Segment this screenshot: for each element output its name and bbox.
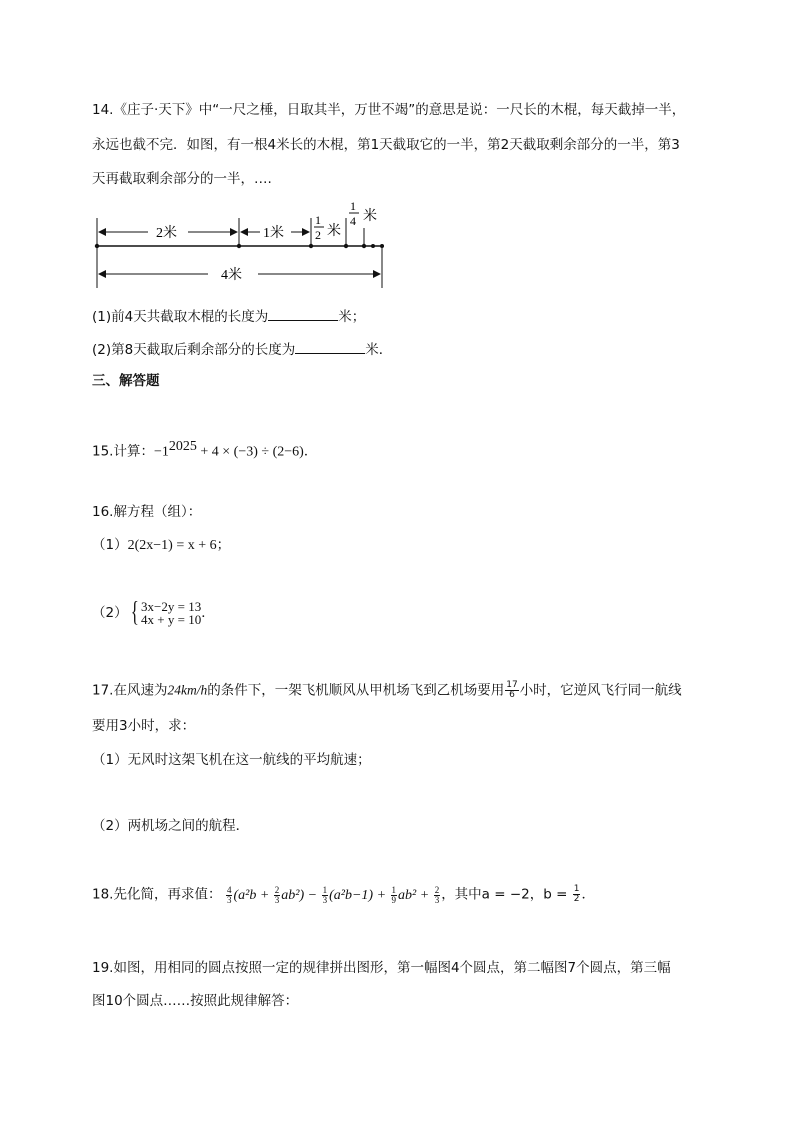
q15	[92, 438, 317, 462]
label-4m: 4米	[221, 268, 242, 283]
label-quarter-den: 4	[350, 214, 356, 228]
q18-frac-6-den: 2	[573, 894, 580, 904]
q16-title: 16.解方程（组）：	[92, 504, 202, 520]
q16-part-1-label: （1）	[92, 537, 128, 553]
q18-prefix: 18.先化简，再求值：	[92, 886, 222, 903]
q16-system	[141, 600, 201, 626]
q17-text-a: 17.在风速为	[92, 682, 168, 699]
q18-frac-3-num: 1	[322, 884, 328, 895]
q14-part-2-suffix: 米．	[365, 342, 393, 358]
q19-line-2: 图10个圆点……按照此规律解答：	[92, 993, 299, 1009]
q18-term-4: ab² +	[398, 887, 433, 903]
label-quarter-num: 1	[350, 199, 356, 213]
q18-frac-5-num: 2	[434, 884, 440, 895]
label-2m: 2米	[156, 226, 177, 241]
q15-expr-b: + 4 × (−3) ÷ (2−6)	[196, 444, 304, 460]
label-half-den: 2	[315, 228, 321, 242]
q18-frac-2-num: 2	[274, 884, 280, 895]
label-half-num: 1	[315, 213, 321, 227]
q15-suffix: ．	[303, 443, 318, 460]
q16-part-1	[92, 536, 230, 555]
q14-part-1-blank[interactable]	[268, 306, 338, 321]
section-heading: 三、解答题	[92, 373, 160, 389]
q17-line-2: 要用3小时，求：	[92, 718, 196, 734]
q16-eq-1: 3x−2y = 13	[141, 599, 202, 614]
q14-part-2	[92, 339, 392, 359]
q17-fraction	[505, 681, 518, 700]
q18-frac-2	[274, 886, 281, 905]
stick-cutting-figure	[88, 198, 408, 288]
q15-exponent: 2025	[168, 439, 197, 454]
q18-frac-4-den: 9	[391, 894, 397, 905]
q14-part-1	[92, 306, 365, 326]
q14-line-3: 天再截取剩余部分的一半，….	[92, 171, 272, 187]
q14-part-2-blank[interactable]	[295, 339, 365, 354]
q18-term-1: (a²b +	[233, 887, 273, 903]
q18-frac-2-den: 3	[274, 894, 280, 905]
q14-part-2-prefix: (2)第8天截取后剩余部分的长度为	[92, 342, 296, 358]
q18-frac-6-num: 1	[573, 884, 580, 894]
q18	[92, 885, 595, 905]
q17-part-2: （2）两机场之间的航程．	[92, 818, 250, 834]
q18-term-6: ．	[581, 886, 595, 903]
q17-frac-num: 17	[506, 680, 518, 690]
q18-term-3: (a²b−1) +	[329, 887, 390, 903]
q18-frac-1-num: 4	[226, 884, 232, 895]
q18-frac-4-num: 1	[391, 884, 397, 895]
q14-part-1-prefix: (1)前4天共截取木棍的长度为	[92, 309, 269, 325]
q19-line-1: 19.如图，用相同的圆点按照一定的规律拼出图形，第一幅图4个圆点，第二幅图7个圆点，第三幅	[92, 960, 671, 976]
q18-term-2: ab²) −	[281, 887, 321, 903]
q18-frac-4	[391, 886, 398, 905]
q15-prefix: 15.计算：	[92, 443, 154, 460]
q17-speed: 24km/h	[167, 682, 208, 698]
q18-frac-6	[573, 885, 581, 904]
q16-part-1-suffix: ；	[216, 537, 231, 553]
q14-part-1-suffix: 米；	[338, 309, 366, 325]
q18-term-5: ，其中a = −2，b =	[441, 886, 572, 903]
q16-brace: {	[130, 597, 139, 628]
q18-frac-1-den: 3	[226, 894, 232, 905]
q14-line-1: 14.《庄子·天下》中“一尺之棰，日取其半，万世不竭”的意思是说：一尺长的木棍，每天截掉一半，	[92, 102, 686, 118]
q15-expr-a: −1	[153, 444, 169, 460]
q17-text-b: 的条件下，一架飞机顺风从甲机场飞到乙机场要用	[207, 682, 505, 699]
q18-frac-3	[322, 886, 329, 905]
q17-line-1	[92, 681, 682, 700]
q16-eq-2: 4x + y = 10	[141, 612, 202, 627]
q17-text-c: 小时，它逆风飞行同一航线	[519, 682, 682, 699]
q18-frac-5-den: 3	[434, 894, 440, 905]
label-1m: 1米	[263, 226, 284, 241]
q16-part-2	[92, 598, 215, 628]
q16-part-1-expr: 2(2x−1) = x + 6	[127, 538, 217, 553]
q14-line-2: 永远也截不完．如图，有一根4米长的木棍，第1天截取它的一半，第2天截取剩余部分的一半，第3	[92, 137, 680, 153]
q18-frac-3-den: 3	[322, 894, 328, 905]
label-quarter-unit: 米	[363, 209, 377, 224]
q16-part-2-label: （2）	[92, 605, 128, 621]
q16-part-2-suffix: ．	[201, 605, 215, 621]
q17-frac-den: 6	[509, 690, 515, 700]
q17-part-1: （1）无风时这架飞机在这一航线的平均航速；	[92, 752, 371, 768]
label-half-unit: 米	[327, 224, 341, 239]
q18-frac-1	[226, 886, 233, 905]
q18-frac-5	[434, 886, 441, 905]
